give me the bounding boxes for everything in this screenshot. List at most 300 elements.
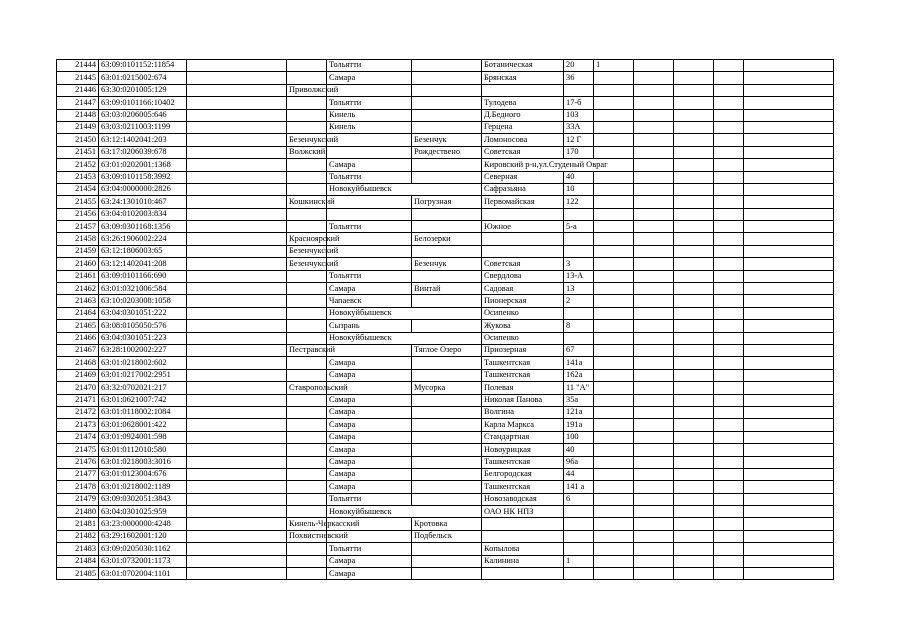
cell-empty <box>674 159 714 171</box>
cell-street: Советская <box>482 258 564 270</box>
cell-cadastral-number: 63:01:0218003:3016 <box>99 456 187 468</box>
cell-district <box>287 295 327 307</box>
cell-empty <box>744 493 834 505</box>
cell-empty <box>744 295 834 307</box>
cell-empty <box>714 332 744 344</box>
cell-empty <box>714 258 744 270</box>
cell-district: Кинель-Черкасский <box>287 518 327 530</box>
cell-settlement <box>412 369 482 381</box>
cell-empty <box>714 344 744 356</box>
table-row <box>57 171 834 183</box>
cell-house: 17-б <box>564 97 594 109</box>
table-row <box>57 159 834 171</box>
cell-empty <box>674 97 714 109</box>
cell-empty <box>187 295 287 307</box>
cell-district <box>287 406 327 418</box>
table-row <box>57 506 834 518</box>
cell-empty <box>744 72 834 84</box>
cell-empty <box>744 344 834 356</box>
cell-empty <box>674 283 714 295</box>
cell-street: Ботаническая <box>482 60 564 72</box>
cell-empty <box>187 97 287 109</box>
cell-house: 96а <box>564 456 594 468</box>
cell-row-number: 21482 <box>57 530 99 542</box>
cell-district <box>287 97 327 109</box>
cell-city: Самара <box>327 468 412 480</box>
cell-house: 35а <box>564 394 594 406</box>
cell-house <box>564 208 594 220</box>
cell-empty <box>714 233 744 245</box>
cell-city: Тольятти <box>327 270 412 282</box>
cell-empty <box>714 109 744 121</box>
cell-empty <box>634 134 674 146</box>
cell-row-number: 21451 <box>57 146 99 158</box>
cell-empty <box>674 245 714 257</box>
cell-empty <box>744 332 834 344</box>
cell-cadastral-number: 63:01:0215002:674 <box>99 72 187 84</box>
cell-settlement <box>412 60 482 72</box>
cell-row-number: 21450 <box>57 134 99 146</box>
cell-empty <box>187 344 287 356</box>
table-row <box>57 456 834 468</box>
cell-district: Красноярский <box>287 233 327 245</box>
table-row <box>57 382 834 394</box>
cell-empty <box>187 233 287 245</box>
cell-row-number: 21468 <box>57 357 99 369</box>
cell-house <box>564 568 594 580</box>
cell-street: Первомайская <box>482 196 564 208</box>
table-row <box>57 468 834 480</box>
cell-city: Самара <box>327 72 412 84</box>
cell-empty <box>674 344 714 356</box>
cell-city: Новокуйбышевск <box>327 506 412 518</box>
cell-empty <box>744 481 834 493</box>
cell-row-number: 21446 <box>57 84 99 96</box>
cell-empty <box>674 270 714 282</box>
cell-extra <box>594 84 634 96</box>
cell-district <box>287 568 327 580</box>
cell-empty <box>714 245 744 257</box>
cell-empty <box>744 431 834 443</box>
cell-house <box>564 530 594 542</box>
cell-house <box>564 233 594 245</box>
cell-empty <box>634 456 674 468</box>
cell-cadastral-number: 63:03:0211003:1199 <box>99 121 187 133</box>
cell-cadastral-number: 63:09:0205030:1162 <box>99 543 187 555</box>
cell-empty <box>634 357 674 369</box>
table-row <box>57 394 834 406</box>
cell-cadastral-number: 63:12:1402041:203 <box>99 134 187 146</box>
cell-empty <box>674 196 714 208</box>
cell-district <box>287 307 327 319</box>
cell-empty <box>634 171 674 183</box>
cell-settlement <box>412 320 482 332</box>
cell-cadastral-number: 63:24:1301010:467 <box>99 196 187 208</box>
cell-house <box>564 84 594 96</box>
cell-cadastral-number: 63:01:0218002:1189 <box>99 481 187 493</box>
cell-street: Брянская <box>482 72 564 84</box>
cell-empty <box>674 357 714 369</box>
cell-empty <box>187 518 287 530</box>
cell-empty <box>634 543 674 555</box>
cell-extra <box>594 270 634 282</box>
table-row <box>57 406 834 418</box>
cell-empty <box>714 221 744 233</box>
cell-empty <box>714 320 744 332</box>
cell-extra <box>594 233 634 245</box>
table-row <box>57 208 834 220</box>
cell-district <box>287 431 327 443</box>
table-row <box>57 332 834 344</box>
table-row <box>57 419 834 431</box>
table-row <box>57 121 834 133</box>
cell-settlement <box>412 208 482 220</box>
cell-empty <box>744 394 834 406</box>
cell-empty <box>634 481 674 493</box>
cell-empty <box>187 307 287 319</box>
table-row <box>57 530 834 542</box>
cell-empty <box>744 468 834 480</box>
cell-cadastral-number: 63:12:1402041:208 <box>99 258 187 270</box>
cell-house: 170 <box>564 146 594 158</box>
cell-row-number: 21447 <box>57 97 99 109</box>
cell-empty <box>714 196 744 208</box>
cell-settlement <box>412 543 482 555</box>
cell-empty <box>634 382 674 394</box>
cell-row-number: 21474 <box>57 431 99 443</box>
cell-extra <box>594 183 634 195</box>
cell-row-number: 21444 <box>57 60 99 72</box>
cell-cadastral-number: 63:04:0102003:834 <box>99 208 187 220</box>
cell-extra <box>594 530 634 542</box>
cell-empty <box>187 84 287 96</box>
cell-cadastral-number: 63:04:0000000:2826 <box>99 183 187 195</box>
cell-extra <box>594 121 634 133</box>
cell-city: Сызрань <box>327 320 412 332</box>
cell-district <box>287 369 327 381</box>
cell-row-number: 21473 <box>57 419 99 431</box>
cell-empty <box>187 568 287 580</box>
cell-empty <box>674 72 714 84</box>
cell-district <box>287 468 327 480</box>
table-row <box>57 146 834 158</box>
cell-empty <box>674 518 714 530</box>
cell-settlement: Тяглое Озеро <box>412 344 482 356</box>
cell-extra <box>594 543 634 555</box>
cell-empty <box>187 444 287 456</box>
table-row <box>57 431 834 443</box>
cell-extra <box>594 97 634 109</box>
table-row <box>57 97 834 109</box>
cell-row-number: 21464 <box>57 307 99 319</box>
cell-empty <box>744 134 834 146</box>
cell-empty <box>187 431 287 443</box>
cell-street: Ташкентская <box>482 481 564 493</box>
cell-house: 162а <box>564 369 594 381</box>
cell-row-number: 21467 <box>57 344 99 356</box>
cell-house: 10 <box>564 183 594 195</box>
cell-street: Северная <box>482 171 564 183</box>
cell-row-number: 21479 <box>57 493 99 505</box>
cell-empty <box>187 543 287 555</box>
cell-extra <box>594 171 634 183</box>
cell-cadastral-number: 63:01:0924001:598 <box>99 431 187 443</box>
cell-empty <box>674 568 714 580</box>
cell-empty <box>187 320 287 332</box>
cell-street: Советская <box>482 146 564 158</box>
cell-street: Ташкентская <box>482 369 564 381</box>
cell-city <box>327 146 412 158</box>
cell-empty <box>674 183 714 195</box>
cell-settlement: Мусорка <box>412 382 482 394</box>
cell-empty <box>634 568 674 580</box>
cell-empty <box>744 159 834 171</box>
cell-city: Тольятти <box>327 221 412 233</box>
cell-cadastral-number: 63:09:0101158:3992 <box>99 171 187 183</box>
cell-empty <box>744 121 834 133</box>
cell-empty <box>634 60 674 72</box>
cell-settlement <box>412 406 482 418</box>
cell-empty <box>674 555 714 567</box>
cell-empty <box>674 530 714 542</box>
cell-settlement: Винтай <box>412 283 482 295</box>
cell-house: 191а <box>564 419 594 431</box>
cell-district: Пестравский <box>287 344 327 356</box>
cell-street: Жукова <box>482 320 564 332</box>
cell-cadastral-number: 63:01:0118002:1084 <box>99 406 187 418</box>
cell-house: 44 <box>564 468 594 480</box>
cell-empty <box>187 468 287 480</box>
cell-settlement: Безенчук <box>412 258 482 270</box>
cell-empty <box>744 555 834 567</box>
cell-extra <box>594 419 634 431</box>
cell-house: 67 <box>564 344 594 356</box>
cell-row-number: 21455 <box>57 196 99 208</box>
cell-district <box>287 481 327 493</box>
cell-house: 13 <box>564 283 594 295</box>
cell-row-number: 21453 <box>57 171 99 183</box>
spreadsheet-page <box>56 59 834 580</box>
cell-house <box>564 518 594 530</box>
cell-district <box>287 159 327 171</box>
cell-district <box>287 270 327 282</box>
cell-district: Ставропольский <box>287 382 327 394</box>
cell-district <box>287 171 327 183</box>
cell-settlement <box>412 431 482 443</box>
cell-empty <box>187 394 287 406</box>
cell-empty <box>674 369 714 381</box>
cell-street: Свердлова <box>482 270 564 282</box>
cell-empty <box>187 121 287 133</box>
cell-settlement <box>412 171 482 183</box>
cell-street: Копылова <box>482 543 564 555</box>
cell-house: 13-А <box>564 270 594 282</box>
table-row <box>57 493 834 505</box>
cell-settlement <box>412 468 482 480</box>
cell-city <box>327 208 412 220</box>
cell-extra <box>594 518 634 530</box>
cell-settlement <box>412 568 482 580</box>
cell-empty <box>744 444 834 456</box>
cell-empty <box>634 72 674 84</box>
cell-extra <box>594 382 634 394</box>
cell-settlement <box>412 270 482 282</box>
cell-empty <box>187 555 287 567</box>
cell-settlement <box>412 332 482 344</box>
cell-city: Самара <box>327 431 412 443</box>
cell-extra <box>594 146 634 158</box>
cell-extra <box>594 307 634 319</box>
cell-extra <box>594 468 634 480</box>
cell-settlement: Погрузная <box>412 196 482 208</box>
cell-street: Садовая <box>482 283 564 295</box>
cell-cadastral-number: 63:01:0202001:1368 <box>99 159 187 171</box>
cell-empty <box>634 506 674 518</box>
cell-empty <box>674 258 714 270</box>
cell-empty <box>187 208 287 220</box>
cell-city: Самара <box>327 394 412 406</box>
cell-empty <box>744 568 834 580</box>
cell-city: Кинель <box>327 121 412 133</box>
cell-house: 3 <box>564 258 594 270</box>
cell-cadastral-number: 63:09:0101152:11854 <box>99 60 187 72</box>
cell-city: Тольятти <box>327 493 412 505</box>
cell-settlement <box>412 307 482 319</box>
cell-empty <box>634 121 674 133</box>
cell-city: Самара <box>327 456 412 468</box>
cell-empty <box>714 382 744 394</box>
cell-row-number: 21462 <box>57 283 99 295</box>
cell-empty <box>187 171 287 183</box>
cell-empty <box>744 97 834 109</box>
table-row <box>57 258 834 270</box>
cell-cadastral-number: 63:17:0206039:678 <box>99 146 187 158</box>
cell-empty <box>634 394 674 406</box>
table-row <box>57 134 834 146</box>
cell-district <box>287 72 327 84</box>
cell-empty <box>187 481 287 493</box>
cell-empty <box>744 183 834 195</box>
cell-cadastral-number: 63:09:0101166:10402 <box>99 97 187 109</box>
cell-empty <box>187 258 287 270</box>
cell-empty <box>744 283 834 295</box>
table-row <box>57 444 834 456</box>
cell-empty <box>744 208 834 220</box>
cell-empty <box>674 221 714 233</box>
cell-house <box>564 543 594 555</box>
cell-empty <box>634 468 674 480</box>
cell-street <box>482 530 564 542</box>
table-row <box>57 344 834 356</box>
table-row <box>57 196 834 208</box>
cell-district <box>287 555 327 567</box>
cell-empty <box>674 84 714 96</box>
cell-empty <box>634 493 674 505</box>
cell-settlement <box>412 159 482 171</box>
cell-empty <box>674 481 714 493</box>
cell-district <box>287 221 327 233</box>
cell-empty <box>634 196 674 208</box>
cell-empty <box>714 283 744 295</box>
cell-house: 36 <box>564 72 594 84</box>
table-row <box>57 357 834 369</box>
cell-empty <box>634 344 674 356</box>
cell-empty <box>674 332 714 344</box>
cell-extra <box>594 406 634 418</box>
cell-street <box>482 208 564 220</box>
cell-street <box>482 518 564 530</box>
cell-street: Ташкентская <box>482 357 564 369</box>
table-row <box>57 183 834 195</box>
cell-cadastral-number: 63:32:0702021:217 <box>99 382 187 394</box>
cell-empty <box>674 468 714 480</box>
cell-settlement <box>412 109 482 121</box>
cell-empty <box>187 245 287 257</box>
cell-city: Самара <box>327 419 412 431</box>
cell-street: Д.Бедного <box>482 109 564 121</box>
cell-empty <box>674 121 714 133</box>
cell-cadastral-number: 63:12:1806003:65 <box>99 245 187 257</box>
table-body <box>57 60 834 580</box>
cell-house: 11 "А" <box>564 382 594 394</box>
cell-street: Ломоносова <box>482 134 564 146</box>
cell-house: 6 <box>564 493 594 505</box>
cell-settlement <box>412 245 482 257</box>
cell-empty <box>714 183 744 195</box>
cell-district <box>287 394 327 406</box>
cell-house: 122 <box>564 196 594 208</box>
cell-street: Ташкентская <box>482 456 564 468</box>
cell-empty <box>674 431 714 443</box>
cell-extra <box>594 245 634 257</box>
cell-district: Кошкинский <box>287 196 327 208</box>
cell-empty <box>187 134 287 146</box>
cell-settlement: Белозерки <box>412 233 482 245</box>
cell-empty <box>674 382 714 394</box>
cell-empty <box>634 307 674 319</box>
cell-empty <box>714 295 744 307</box>
cell-empty <box>187 146 287 158</box>
cell-row-number: 21475 <box>57 444 99 456</box>
cell-city: Самара <box>327 159 412 171</box>
cell-row-number: 21466 <box>57 332 99 344</box>
cell-row-number: 21461 <box>57 270 99 282</box>
cell-district <box>287 183 327 195</box>
cell-empty <box>744 456 834 468</box>
cell-cadastral-number: 63:09:0101166:690 <box>99 270 187 282</box>
cell-empty <box>714 530 744 542</box>
cell-empty <box>634 555 674 567</box>
cell-house: 121а <box>564 406 594 418</box>
cell-empty <box>674 456 714 468</box>
cell-empty <box>634 97 674 109</box>
cell-cadastral-number: 63:04:0301051:222 <box>99 307 187 319</box>
cell-row-number: 21445 <box>57 72 99 84</box>
cell-empty <box>634 406 674 418</box>
cell-empty <box>187 109 287 121</box>
cell-cadastral-number: 63:03:0206005:646 <box>99 109 187 121</box>
cell-empty <box>187 270 287 282</box>
cell-empty <box>744 406 834 418</box>
cell-empty <box>674 506 714 518</box>
cell-extra <box>594 109 634 121</box>
cell-empty <box>634 245 674 257</box>
cell-row-number: 21472 <box>57 406 99 418</box>
table-row <box>57 221 834 233</box>
cell-empty <box>634 295 674 307</box>
cell-empty <box>744 146 834 158</box>
cell-empty <box>187 357 287 369</box>
